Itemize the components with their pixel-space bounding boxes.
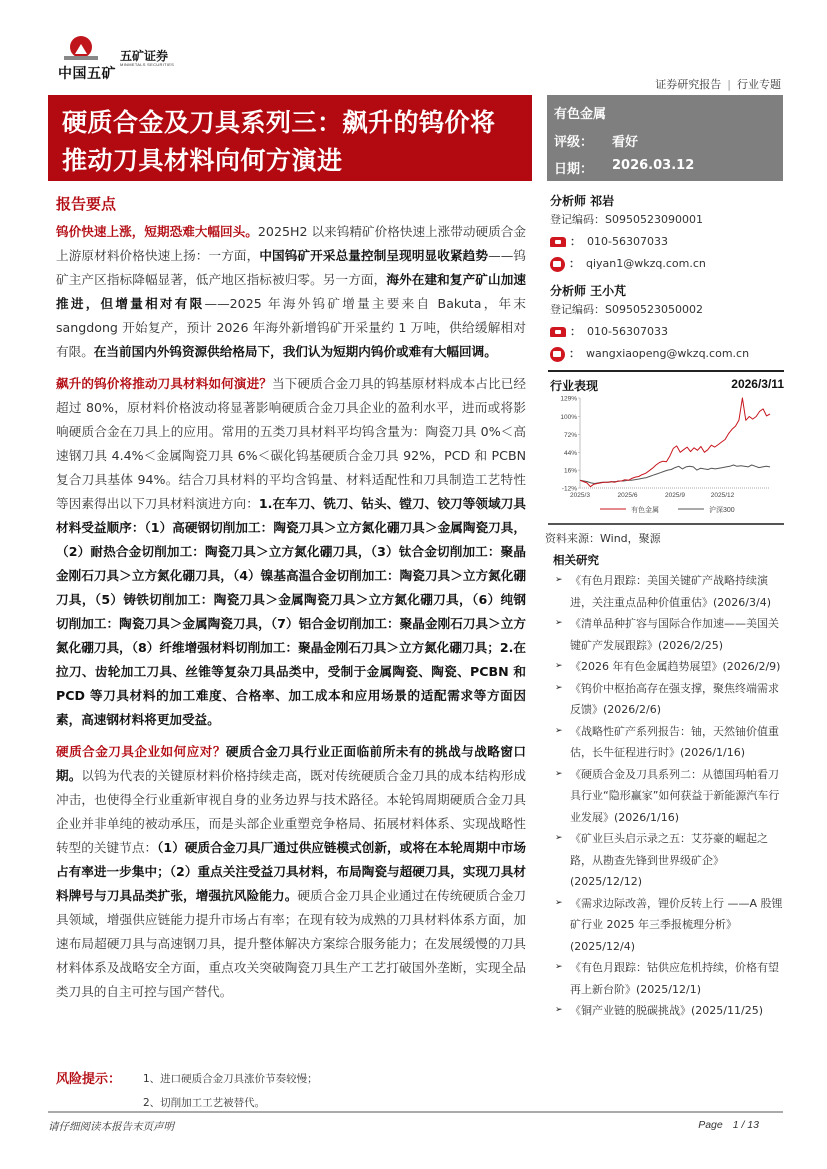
related-research-item[interactable] (555, 678, 787, 721)
related-research-item[interactable] (555, 828, 787, 893)
p3-lead: 硬质合金刀具企业如何应对？ (56, 744, 226, 759)
related-research-item[interactable] (555, 893, 787, 958)
related-research-item[interactable] (555, 721, 787, 764)
arrow-bullet-icon: ➢ (555, 962, 563, 972)
p3-text-2: 硬质合金刀具企业通过在传统硬质合金刀具领域，增强供应链能力提升市场占有率；在现有较为成熟的刀具材料体系方面，加速布局超硬刀具与高速钢刀具，提升整体解决方案综合服务能力；在发展缓慢的刀具材料体系及战略安全方面，重点攻关突破陶瓷刀具生产工艺打破国外垄断，实现全品类刀具的自主可控与国产替代。 (56, 888, 527, 999)
emblem-base (64, 56, 98, 60)
email-icon (550, 257, 565, 272)
related-research-item[interactable] (555, 656, 787, 678)
performance-chart (548, 390, 784, 520)
x-tick-label: 2025/12 (710, 492, 735, 499)
chart-source: 资料来源：Wind，聚源 (545, 532, 661, 545)
separator: | (727, 78, 731, 91)
related-research-text: 《有色月跟踪：钴供应危机持续，价格有望再上新台阶》(2025/12/1) (570, 961, 779, 996)
chart-legend (600, 505, 735, 514)
arrow-bullet-icon: ➢ (555, 682, 563, 693)
analyst-name: 分析师 祁岩 (550, 194, 615, 208)
related-research-item[interactable] (555, 957, 787, 1000)
x-tick-label: 2025/3 (570, 492, 590, 499)
report-type-label: 证券研究报告 (655, 78, 722, 91)
x-axis (570, 488, 770, 499)
series-lines (580, 398, 770, 487)
x-tick-label: 2025/6 (617, 492, 638, 499)
p1-text-3: ——2025 年海外钨矿增量主要来自 Bakuta，年末 sangdong 开始复产，预计 2026 年海外新增钨矿开采量约 1 万吨，供给缓解相对有限。 (56, 296, 526, 359)
arrow-bullet-icon: ➢ (555, 833, 563, 843)
footer-rule (48, 1111, 783, 1113)
title-line-1: 硬质合金及刀具系列三：飙升的钨价将 (62, 108, 496, 137)
reg-label: 登记编码： (550, 213, 605, 226)
related-research-title: 相关研究 (553, 553, 599, 567)
rating-label: 评级： (554, 135, 594, 150)
risk-label: 风险提示： (56, 1072, 122, 1087)
p3-bold-1: 硬质合金刀具行业正面临前所未有的挑战与战略窗口期。 (56, 744, 527, 783)
y-tick-label: 100% (560, 414, 577, 422)
analyst-phone (550, 321, 790, 343)
related-research-text: 《清单品种扩容与国际合作加速——美国关键矿产发展跟踪》(2026/2/25) (570, 617, 779, 652)
arrow-bullet-icon: ➢ (555, 575, 563, 585)
related-research-text: 《矿业巨头启示录之五：艾芬豪的崛起之路，从勘查先锋到世界级矿企》(2025/12/12) (570, 832, 768, 888)
p1-text-2: ——钨矿主产区指标降幅显著，低产地区指标被归零。另一方面， (56, 248, 527, 287)
arrow-bullet-icon: ➢ (555, 897, 563, 908)
related-research-text: 《2026 年有色金属趋势展望》(2026/2/9) (570, 660, 781, 673)
report-title (48, 95, 532, 181)
related-research-text: 《有色月跟踪：美国关键矿产战略持续演进，关注重点品种价值重估》(2026/3/4) (570, 574, 771, 609)
phone-icon (550, 327, 566, 337)
p1-text-1: 2025H2 以来钨精矿价格快速上涨带动硬质合金上游原材料价格快速上扬：一方面， (56, 224, 526, 263)
arrow-bullet-icon: ➢ (555, 768, 563, 779)
title-line-2: 推动刀具材料向何方演进 (62, 146, 343, 175)
y-tick-label: 16% (563, 467, 577, 475)
analyst-email (550, 253, 790, 275)
reg-number: S0950523090001 (605, 213, 703, 226)
performance-date: 2026/3/11 (731, 377, 784, 391)
related-research-text: 《硬质合金及刀具系列二：从德国玛帕看刀具行业“隐形赢家”如何获益于新能源汽车行业发展》(2026/1/16) (570, 767, 780, 824)
performance-title: 行业表现 (550, 379, 599, 393)
footer-disclaimer: 请仔细阅读本报告末页声明 (48, 1121, 174, 1133)
minmetals-emblem-icon (70, 36, 92, 58)
phone-icon (550, 237, 566, 247)
logo-brand-text: 五矿证券 (120, 49, 169, 63)
report-info-box (547, 95, 783, 181)
email-address[interactable]: wangxiaopeng@wkzq.com.cn (586, 347, 750, 360)
y-axis (560, 396, 580, 493)
related-research-text: 《战略性矿产系列报告：铀，天然铀价值重估，长牛征程进行时》(2026/1/16) (570, 724, 779, 759)
related-research-item[interactable] (555, 570, 787, 613)
report-type (655, 76, 781, 92)
chart-bottom-rule (548, 523, 784, 525)
y-tick-label: -12% (561, 485, 577, 493)
analyst-email (550, 343, 790, 365)
x-tick-label: 2025/9 (665, 492, 685, 499)
legend-label: 沪深300 (709, 507, 735, 514)
series-line-nonferrous (580, 398, 770, 487)
arrow-bullet-icon: ➢ (555, 725, 563, 736)
p2-lead: 飙升的钨价将推动刀具材料如何演进？ (56, 376, 272, 391)
related-research-text: 《钨价中枢抬高存在强支撑，聚焦终端需求反馈》(2026/2/6) (570, 681, 779, 716)
reg-number: S0950523050002 (605, 303, 703, 316)
p2-text-1: 当下硬质合金刀具的钨基原材料成本占比已经超过 80%，原材料价格波动将显著影响硬质合金刀具企业的盈利水平，进而或将影响硬质合金在刀具上的应用。常用的五类刀具材料平均钨含量为：陶瓷刀具 0%＜高速钢刀具 4.4%＜金属陶瓷刀具 6%＜碳化钨基硬质合金刀具 92%，PCD 和 PCBN 复合刀具基体 94%。结合刀具材料的平均含钨量、材料适配性和刀具制造工艺特性等因素得出以下刀具材料演进方向： (56, 376, 527, 511)
paragraph-enterprise-response (56, 740, 526, 1004)
page-number (688, 1119, 759, 1131)
reg-label: 登记编码： (550, 303, 605, 316)
arrow-bullet-icon: ➢ (555, 661, 563, 671)
analyst-name: 分析师 王小芃 (550, 284, 627, 298)
p3-text-1: 以钨为代表的关键原材料价格持续走高，既对传统硬质合金刀具的成本结构形成冲击，也使得全行业重新审视自身的业务边界与技术路径。本轮钨周期硬质合金刀具企业并非单纯的被动承压，而是头部企业重塑竞争格局、拓展材料体系、实现战略性转型的关键节点： (56, 768, 527, 855)
analyst-reg (550, 299, 790, 321)
p1-lead: 钨价快速上涨，短期恐难大幅回头。 (56, 224, 258, 239)
p1-bold-1: 中国钨矿开采总量控制呈现明显收紧趋势 (259, 248, 489, 263)
related-research-item[interactable] (555, 764, 787, 829)
related-research-text: 《铜产业链的脱碳挑战》(2025/11/25) (570, 1004, 763, 1017)
colon: ： (570, 235, 581, 248)
paragraph-tungsten-price (56, 220, 526, 364)
arrow-bullet-icon: ➢ (555, 618, 563, 628)
date-row (554, 158, 695, 177)
related-research-item[interactable] (555, 1000, 787, 1022)
related-research-list (555, 570, 787, 1022)
chart-svg (548, 390, 784, 520)
colon: ： (570, 325, 581, 338)
rating-row (554, 131, 639, 150)
summary-body (56, 220, 526, 1012)
p1-bold-2: 海外在建和复产矿山加速推进，但增量相对有限 (56, 272, 527, 311)
section-heading: 报告要点 (56, 195, 117, 213)
related-research-text: 《需求边际改善，锂价反转上行 ——A 股锂矿行业 2025 年三季报梳理分析》(2025/12/4) (570, 896, 783, 953)
arrow-bullet-icon: ➢ (555, 1005, 563, 1015)
colon: ： (569, 257, 580, 270)
phone-number: 010-56307033 (587, 325, 668, 338)
company-logo (58, 36, 198, 86)
risk-item: 2、切削加工工艺被替代。 (143, 1097, 266, 1109)
analyst-2 (550, 282, 790, 365)
email-address[interactable]: qiyan1@wkzq.com.cn (586, 257, 706, 270)
sector: 有色金属 (554, 107, 607, 122)
rating-value: 看好 (612, 135, 639, 150)
legend-label: 有色金属 (631, 507, 659, 514)
page-value: 1 / 13 (732, 1119, 759, 1131)
date-value: 2026.03.12 (612, 158, 695, 173)
y-tick-label: 44% (563, 449, 577, 457)
analyst-1 (550, 192, 790, 275)
analyst-reg (550, 209, 790, 231)
phone-number: 010-56307033 (587, 235, 668, 248)
y-tick-label: 72% (563, 431, 577, 439)
logo-cn-text: 中国五矿 (58, 66, 116, 82)
email-icon (550, 347, 565, 362)
colon: ： (569, 347, 580, 360)
paragraph-tool-materials (56, 372, 526, 732)
p2-bold-1: 1.在车刀、铣刀、钻头、镗刀、铰刀等领域刀具材料受益顺序：（1）高硬钢切削加工：陶瓷刀具＞立方氮化硼刀具＞金属陶瓷刀具，（2）耐热合金切削加工：陶瓷刀具＞立方氮化硼刀具，（3）钛合金切削加工：聚晶金刚石刀具＞立方氮化硼刀具，（4）镍基高温合金切削加工：陶瓷刀具＞立方氮化硼刀具，（5）铸铁切削加工：陶瓷刀具＞金属陶瓷刀具＞立方氮化硼刀具，（6）纯钢切削加工：陶瓷刀具＞金属陶瓷刀具，（7）铝合金切削加工：聚晶金刚石刀具＞立方氮化硼刀具，（8）纤维增强材料切削加工：聚晶金刚石刀具＞立方氮化硼刀具；2.在拉刀、齿轮加工刀具、丝锥等复杂刀具品类中，受制于金属陶瓷、陶瓷、PCBN 和 PCD 等刀具材料的加工难度、合格率、加工成本和应用场景的适配需求等方面因素，高速钢材料将更加受益。 (56, 496, 527, 727)
y-tick-label: 129% (560, 395, 577, 403)
analyst-phone (550, 231, 790, 253)
page-label: Page (698, 1119, 723, 1131)
related-research-item[interactable] (555, 613, 787, 656)
logo-en-text: MINMETALS SECURITIES (120, 62, 175, 67)
series-line-csi300 (580, 465, 770, 484)
risk-item: 1、进口硬质合金刀具涨价节奏较慢； (143, 1073, 318, 1085)
performance-header (548, 370, 784, 393)
date-label: 日期： (554, 162, 594, 177)
report-category: 行业专题 (737, 78, 781, 91)
p3-bold-2: （1）硬质合金刀具厂通过供应链模式创新，或将在本轮周期中市场占有率进一步集中；（2）重点关注受益刀具材料，布局陶瓷与超硬刀具，实现刀具材料牌号与刀具品类扩张，增强抗风险能力。 (56, 840, 526, 903)
p1-bold-3: 在当前国内外钨资源供给格局下，我们认为短期内钨价或难有大幅回调。 (93, 344, 497, 359)
